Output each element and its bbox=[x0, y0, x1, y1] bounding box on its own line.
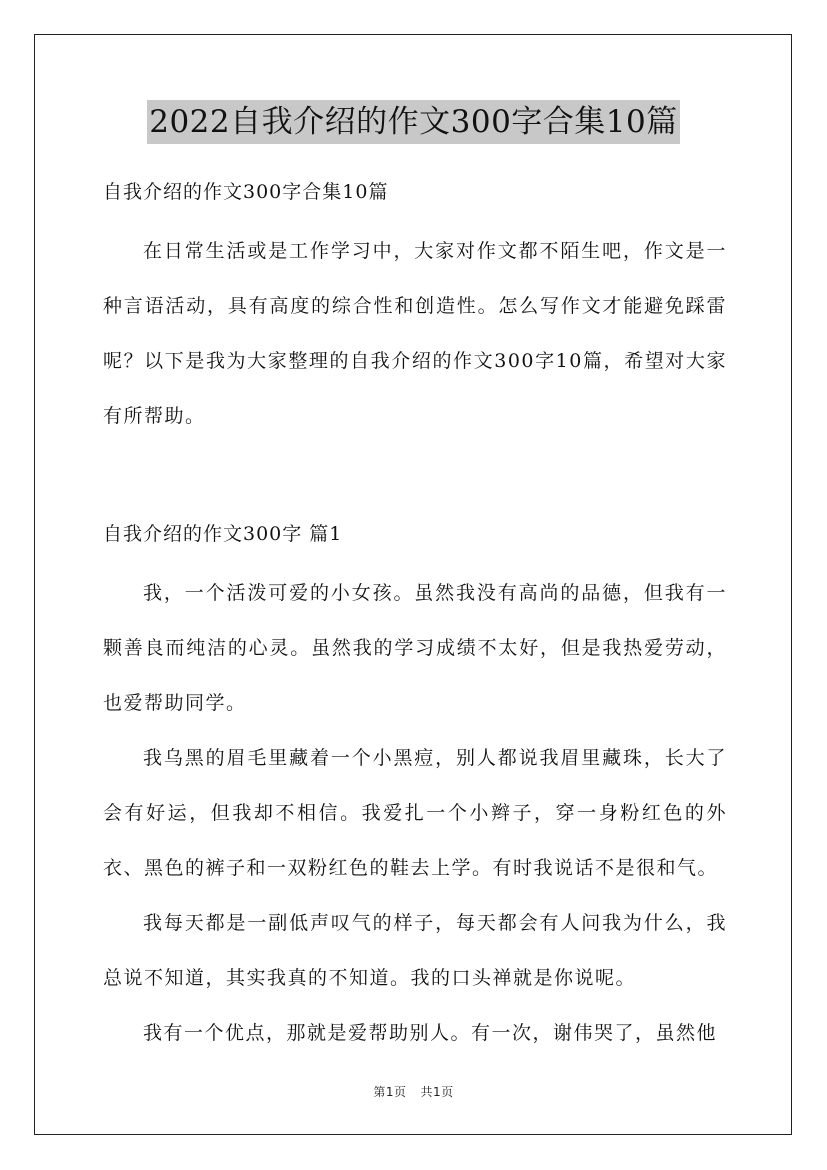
document-subtitle: 自我介绍的作文300字合集10篇 bbox=[103, 181, 389, 203]
document-body bbox=[103, 172, 727, 1061]
body-paragraph: 我有一个优点，那就是爱帮助别人。有一次，谢伟哭了，虽然他 bbox=[143, 1022, 718, 1044]
body-paragraph: 我每天都是一副低声叹气的样子，每天都会有人问我为什么，我总说不知道，其实我真的不知道。我的口头禅就是你说呢。 bbox=[103, 912, 727, 989]
intro-paragraph: 在日常生活或是工作学习中，大家对作文都不陌生吧，作文是一种言语活动，具有高度的综合性和创造性。怎么写作文才能避免踩雷呢？以下是我为大家整理的自我介绍的作文300字10篇，希望对大家有所帮助。 bbox=[103, 240, 727, 427]
body-paragraph: 我，一个活泼可爱的小女孩。虽然我没有高尚的品德，但我有一颗善良而纯洁的心灵。虽然我的学习成绩不太好，但是我热爱劳动，也爱帮助同学。 bbox=[103, 582, 727, 714]
body-paragraph: 我乌黑的眉毛里藏着一个小黑痘，别人都说我眉里藏珠，长大了会有好运，但我却不相信。我爱扎一个小辫子，穿一身粉红色的外衣、黑色的裤子和一双粉红色的鞋去上学。有时我说话不是很和气。 bbox=[103, 747, 727, 879]
page-total: 共1页 bbox=[420, 1085, 454, 1099]
page-footer bbox=[0, 1083, 827, 1100]
document-title bbox=[0, 100, 827, 144]
section-heading: 自我介绍的作文300字 篇1 bbox=[103, 523, 343, 545]
page-number: 第1页 bbox=[373, 1085, 407, 1099]
document-title-text: 2022自我介绍的作文300字合集10篇 bbox=[147, 100, 680, 144]
